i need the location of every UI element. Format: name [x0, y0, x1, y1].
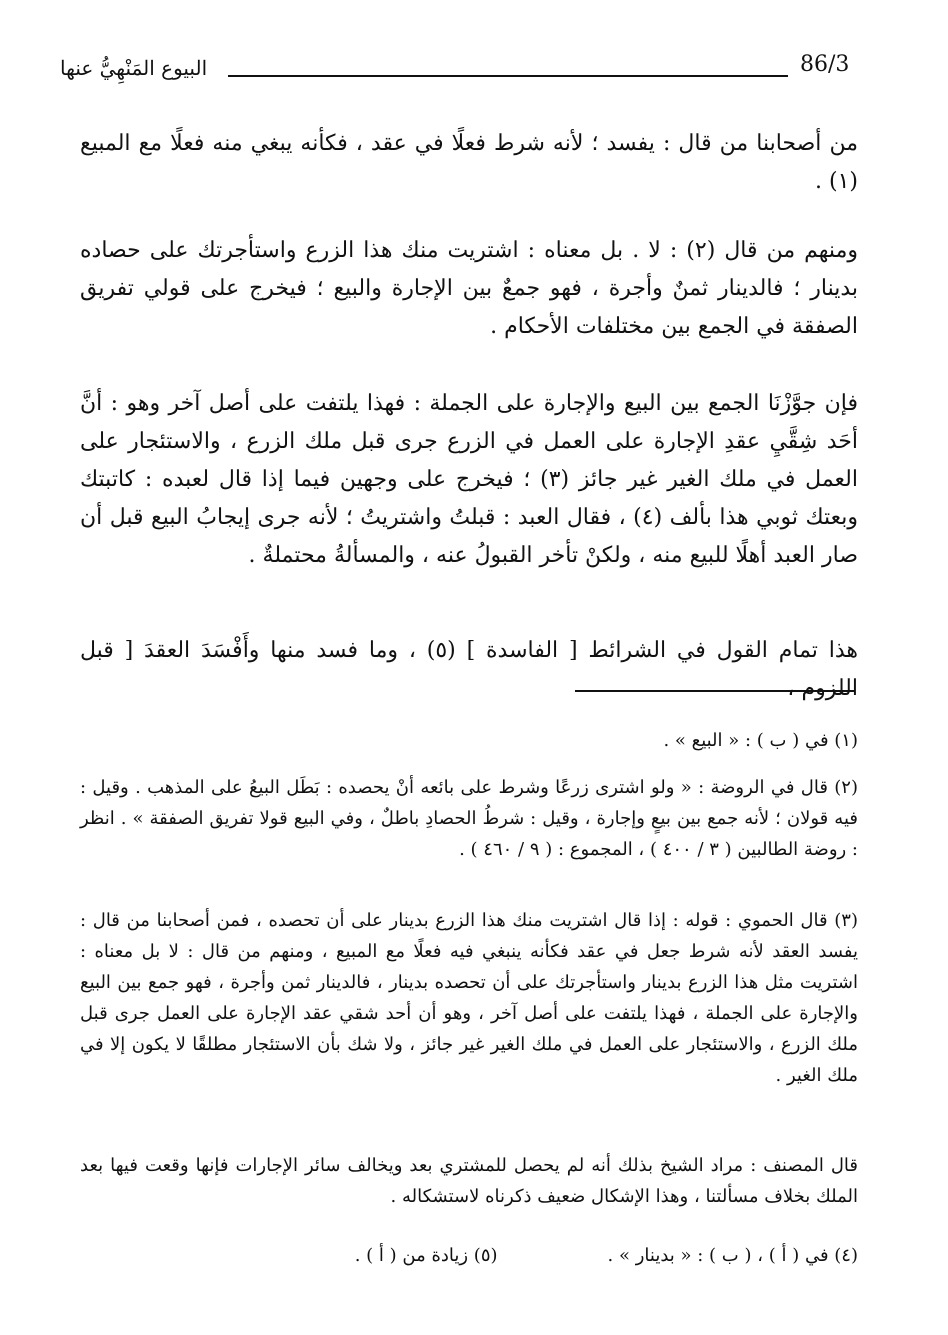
paragraph-1: من أصحابنا من قال : يفسد ؛ لأنه شرط فعلًا في عقد ، فكأنه يبغي منه فعلًا مع المبيع (١) . — [80, 131, 858, 194]
footnote-3-continuation: قال المصنف : مراد الشيخ بذلك أنه لم يحصل للمشتري بعد ويخالف سائر الإجارات فإنها وقعت فيها بعد الملك بخلاف مسألتنا ، وهذا الإشكال ضعيف ذكرناه لاستشكاله . — [80, 1155, 858, 1207]
paragraph-3: فإن جوَّزْنَا الجمع بين البيع والإجارة على الجملة : فهذا يلتفت على أصل آخر وهو : أنَّ أحَد شِقَّيِ عقدِ الإجارة على العمل في الزرع جرى قبل ملك الزرع ، والاستئجار على العمل في ملك الغير غير جائز (٣) ؛ فيخرج على وجهين فيما إذا قال لعبده : كاتبتك وبعتك ثوبي هذا بألف (٤) ، فقال العبد : قبلتُ واشتريتُ ؛ لأنه جرى إيجابُ البيع قبل أن صار العبد أهلًا للبيع منه ، ولكنْ تأخر القبولُ عنه ، والمسألةُ محتملةٌ . — [80, 391, 859, 568]
footnote-3: (٣) قال الحموي : قوله : إذا قال اشتريت منك هذا الزرع بدينار على أن تحصده ، فمن أصحابنا من قال : يفسد العقد لأنه شرط جعل في عقد فكأنه ينبغي فيه فعلًا مع المبيع ، ومنهم من قال : لا بل معناه : اشتريت مثل هذا الزرع بدينار واستأجرتك على أن تحصده بدينار ، فالدينار ثمن وأجرة ، فهو جمع بين البيع والإجارة على الجملة ، فهذا يلتفت على أصل آخر ، وهو أن أحد شقي عقد الإجارة على العمل جرى قبل ملك الزرع ، والاستئجار على العمل في ملك الغير غير جائز ، ولا شك بأن الاستئجار مطلقًا لا يكون إلا في ملك الغير . — [80, 910, 858, 1086]
running-title: البيوع المَنْهِيُّ عنها — [60, 56, 208, 80]
footnote-2: (٢) قال في الروضة : « ولو اشترى زرعًا وشرط على بائعه أنْ يحصده : بَطَل البيعُ على المذهب . وقيل : فيه قولان ؛ لأنه جمع بين بيعٍ وإجارة ، وقيل : شرطُ الحصادِ باطلٌ ، وفي البيع قولا تفريق الصفقة » . انظر : روضة الطالبين ( ٣ / ٤٠٠ ) ، المجموع : ( ٩ / ٤٦٠ ) . — [80, 777, 858, 860]
header-rule — [228, 75, 788, 77]
paragraph-4: هذا تمام القول في الشرائط [ الفاسدة ] (٥) ، وما فسد منها وأَفْسَدَ العقدَ [ قبل اللزوم ، — [80, 638, 858, 701]
footnote-4: (٤) في ( أ ) ، ( ب ) : « بدينار » . — [607, 1245, 858, 1266]
footnotes-4-5 — [80, 1240, 858, 1271]
footnote-rule — [575, 690, 855, 692]
footnote-1: (١) في ( ب ) : « البيع » . — [663, 730, 858, 751]
paragraph-2: ومنهم من قال (٢) : لا . بل معناه : اشتريت منك هذا الزرع واستأجرتك على حصاده بدينار ؛ فالدينار ثمنٌ وأجرة ، فهو جمعٌ بين الإجارة والبيع ؛ فيخرج على قولي تفريق الصفقة في الجمع بين مختلفات الأحكام . — [80, 238, 858, 339]
footnote-5: (٥) زيادة من ( أ ) . — [354, 1245, 498, 1266]
page-number: 86/3 — [800, 52, 850, 77]
